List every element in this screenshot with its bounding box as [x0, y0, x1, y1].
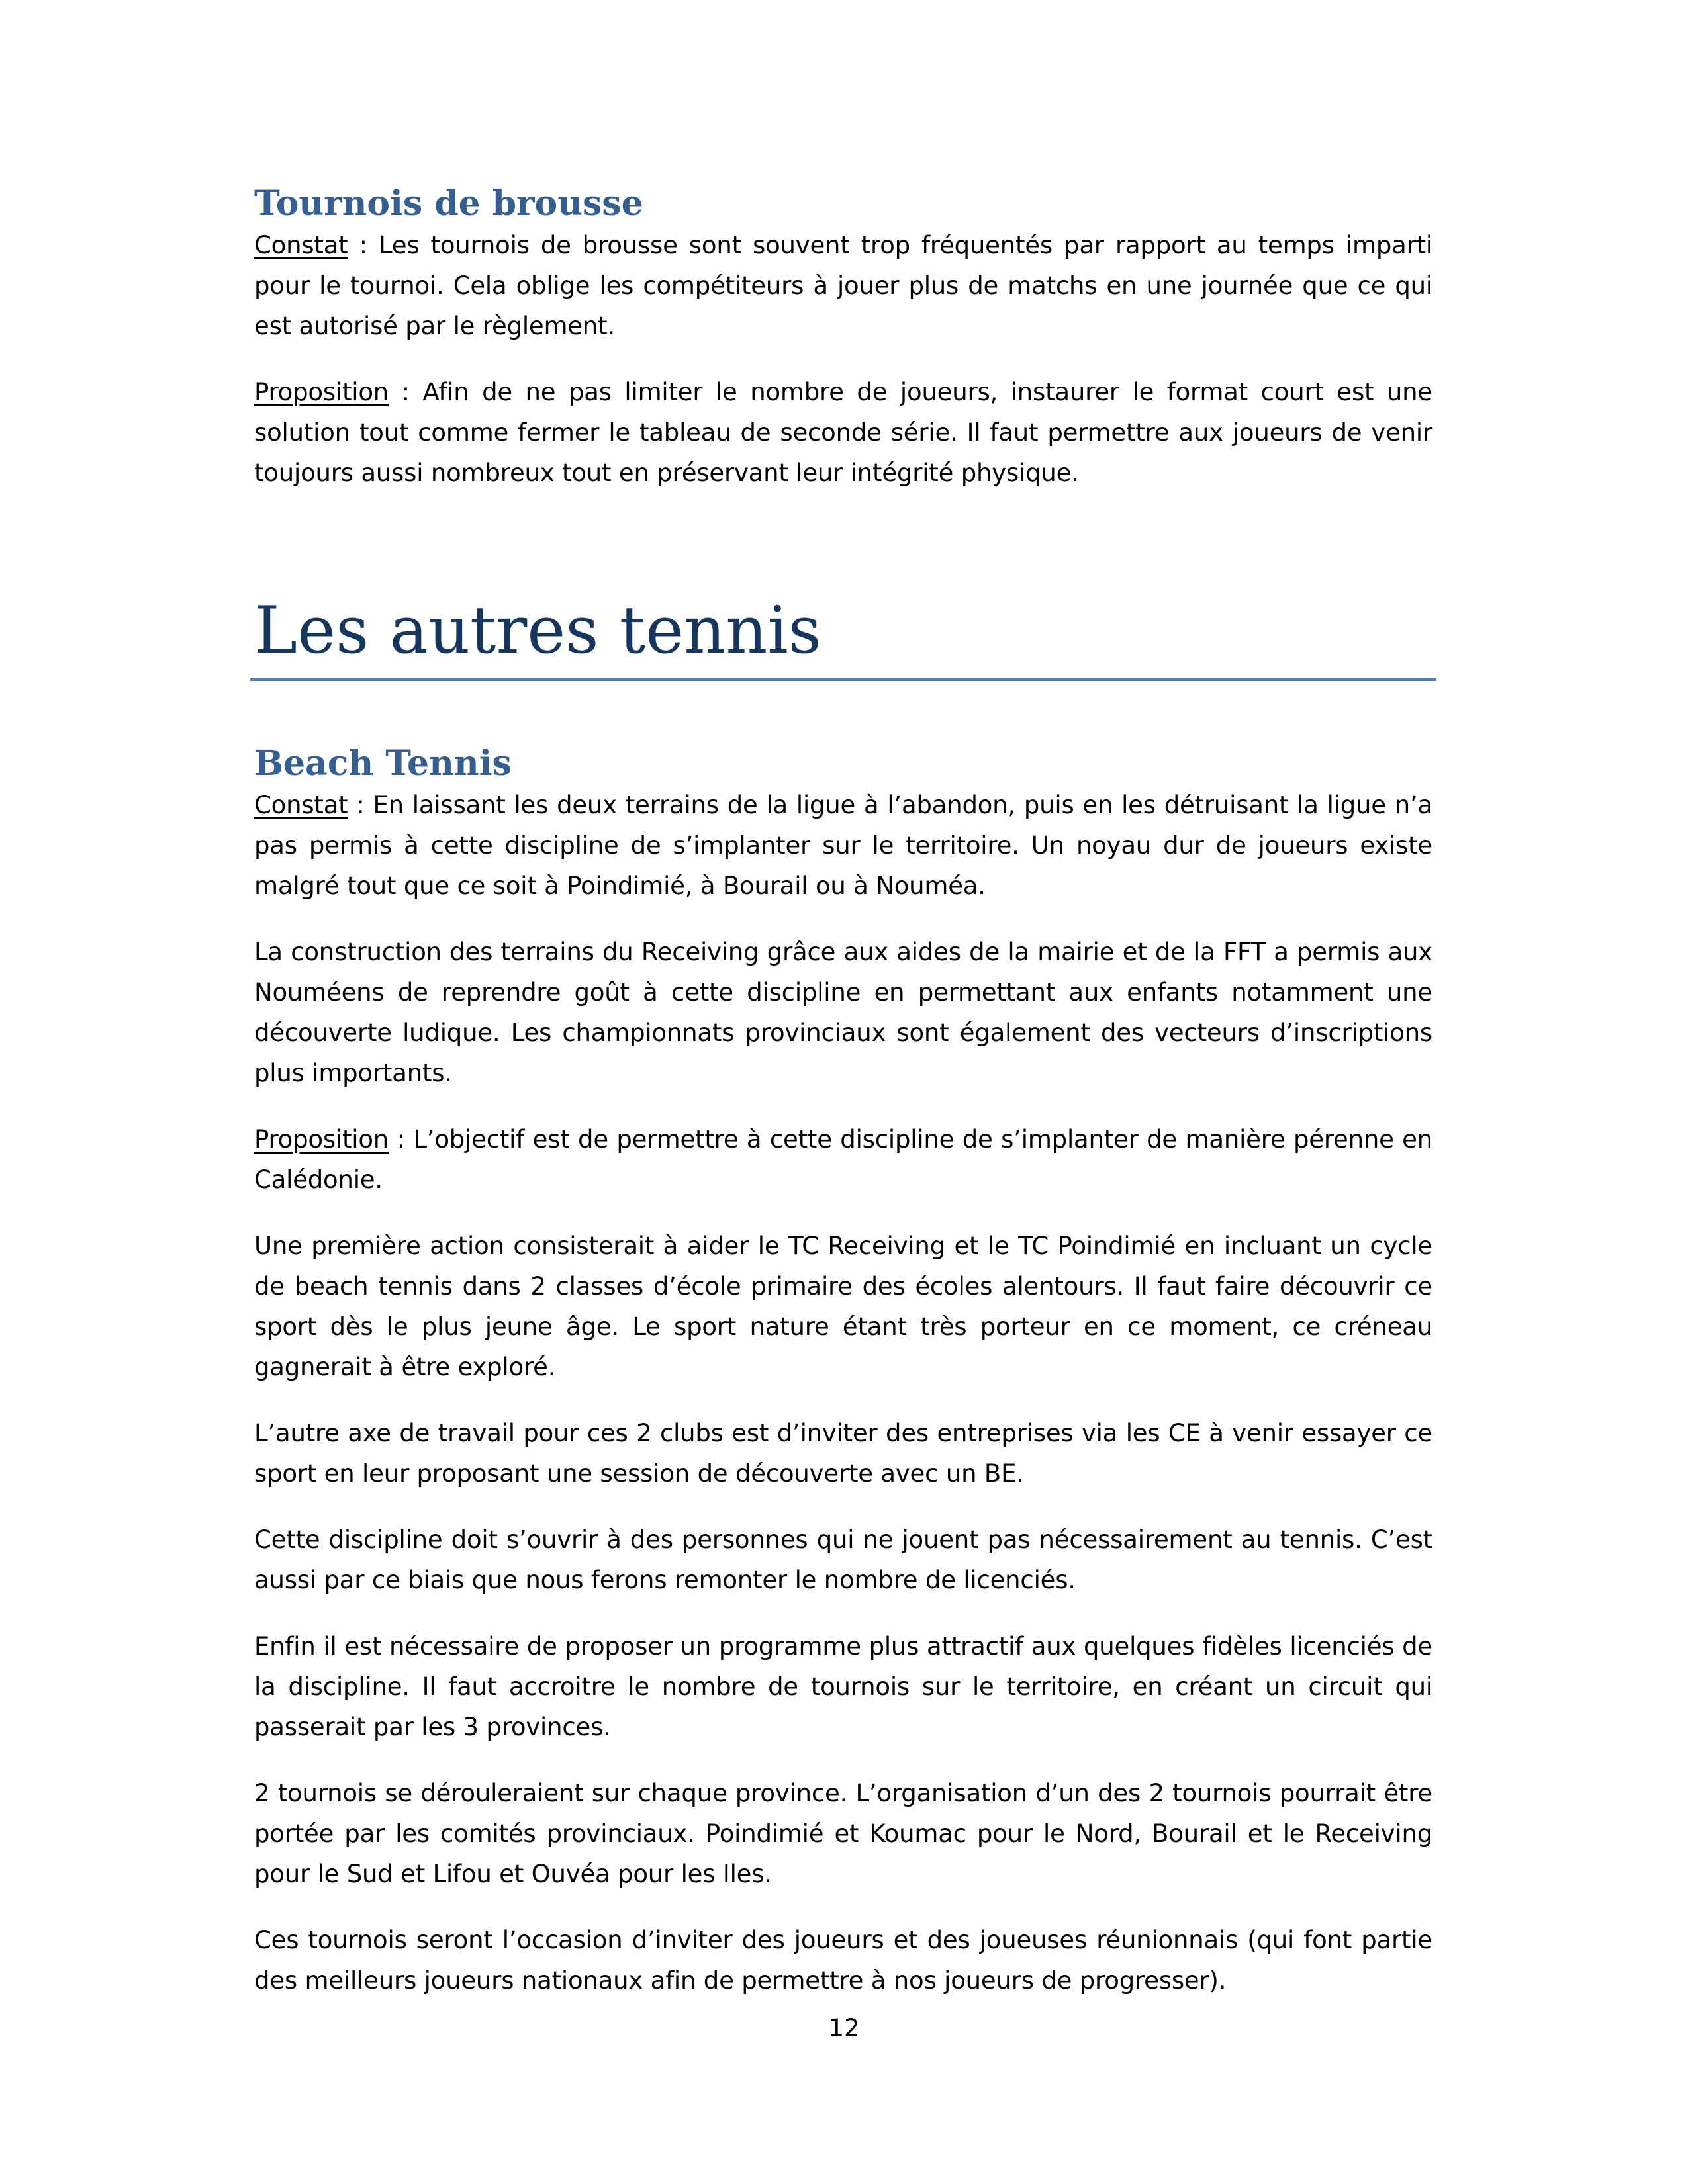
- paragraph-programme-attractif: Enfin il est nécessaire de proposer un programme plus attractif aux quelques fidèles licenciés de la discipline. Il faut accroitre le nombre de tournois sur le territoire, en créant un circuit qui passerait par les 3 provinces.: [254, 1632, 1432, 1741]
- section-tournois-de-brousse: [254, 183, 1432, 493]
- paragraph-constat-tournois: [254, 225, 1432, 346]
- paragraph-constat-beach: [254, 785, 1432, 906]
- section-beach-tennis: [254, 743, 1432, 2001]
- label-proposition: Proposition: [254, 378, 389, 406]
- heading-underline-rule: [250, 678, 1436, 681]
- heading-beach-tennis: Beach Tennis: [254, 743, 512, 784]
- paragraph-joueurs-reunionnais: Ces tournois seront l’occasion d’inviter des joueurs et des joueuses réunionnais (qui font partie des meilleurs joueurs nationaux afin de permettre à nos joueurs de progresser).: [254, 1926, 1432, 1995]
- section-les-autres-tennis: [254, 591, 1432, 670]
- text-proposition-beach: : L’objectif est de permettre à cette discipline de s’implanter de manière pérenne en Calédonie.: [254, 1125, 1432, 1194]
- heading-tournois-de-brousse: Tournois de brousse: [254, 183, 643, 224]
- text-proposition-tournois: : Afin de ne pas limiter le nombre de joueurs, instaurer le format court est une solution tout comme fermer le tableau de seconde série. Il faut permettre aux joueurs de venir toujours aussi nombreux tout en préservant leur intégrité physique.: [254, 378, 1432, 487]
- paragraph-receiving-construction: La construction des terrains du Receiving grâce aux aides de la mairie et de la FFT a permis aux Nouméens de reprendre goût à cette discipline en permettant aux enfants notamment une découverte ludique. Les championnats provinciaux sont également des vecteurs d’inscriptions plus importants.: [254, 938, 1432, 1087]
- paragraph-ouverture-discipline: Cette discipline doit s’ouvrir à des personnes qui ne jouent pas nécessairement au tennis. C’est aussi par ce biais que nous ferons remonter le nombre de licenciés.: [254, 1525, 1432, 1594]
- paragraph-autre-axe: L’autre axe de travail pour ces 2 clubs est d’inviter des entreprises via les CE à venir essayer ce sport en leur proposant une session de découverte avec un BE.: [254, 1419, 1432, 1488]
- label-constat: Constat: [254, 791, 348, 819]
- paragraph-premiere-action: Une première action consisterait à aider le TC Receiving et le TC Poindimié en incluant un cycle de beach tennis dans 2 classes d’école primaire des écoles alentours. Il faut faire découvrir ce sport dès le plus jeune âge. Le sport nature étant très porteur en ce moment, ce créneau gagnerait à être exploré.: [254, 1232, 1432, 1381]
- label-proposition: Proposition: [254, 1125, 389, 1154]
- paragraph-proposition-beach: [254, 1119, 1432, 1200]
- label-constat: Constat: [254, 231, 348, 259]
- page-number: 12: [828, 2014, 860, 2042]
- text-constat-tournois: : Les tournois de brousse sont souvent trop fréquentés par rapport au temps imparti pour le tournoi. Cela oblige les compétiteurs à jouer plus de matchs en une journée que ce qui est autorisé par le règlement.: [254, 231, 1432, 340]
- heading-les-autres-tennis: Les autres tennis: [254, 593, 821, 668]
- paragraph-proposition-tournois: [254, 372, 1432, 493]
- paragraph-tournois-provinces: 2 tournois se dérouleraient sur chaque province. L’organisation d’un des 2 tournois pourrait être portée par les comités provinciaux. Poindimié et Koumac pour le Nord, Bourail et le Receiving pour le Sud et Lifou et Ouvéa pour les Iles.: [254, 1779, 1432, 1888]
- text-constat-beach: : En laissant les deux terrains de la ligue à l’abandon, puis en les détruisant la ligue n’a pas permis à cette discipline de s’implanter sur le territoire. Un noyau dur de joueurs existe malgré tout que ce soit à Poindimié, à Bourail ou à Nouméa.: [254, 791, 1432, 900]
